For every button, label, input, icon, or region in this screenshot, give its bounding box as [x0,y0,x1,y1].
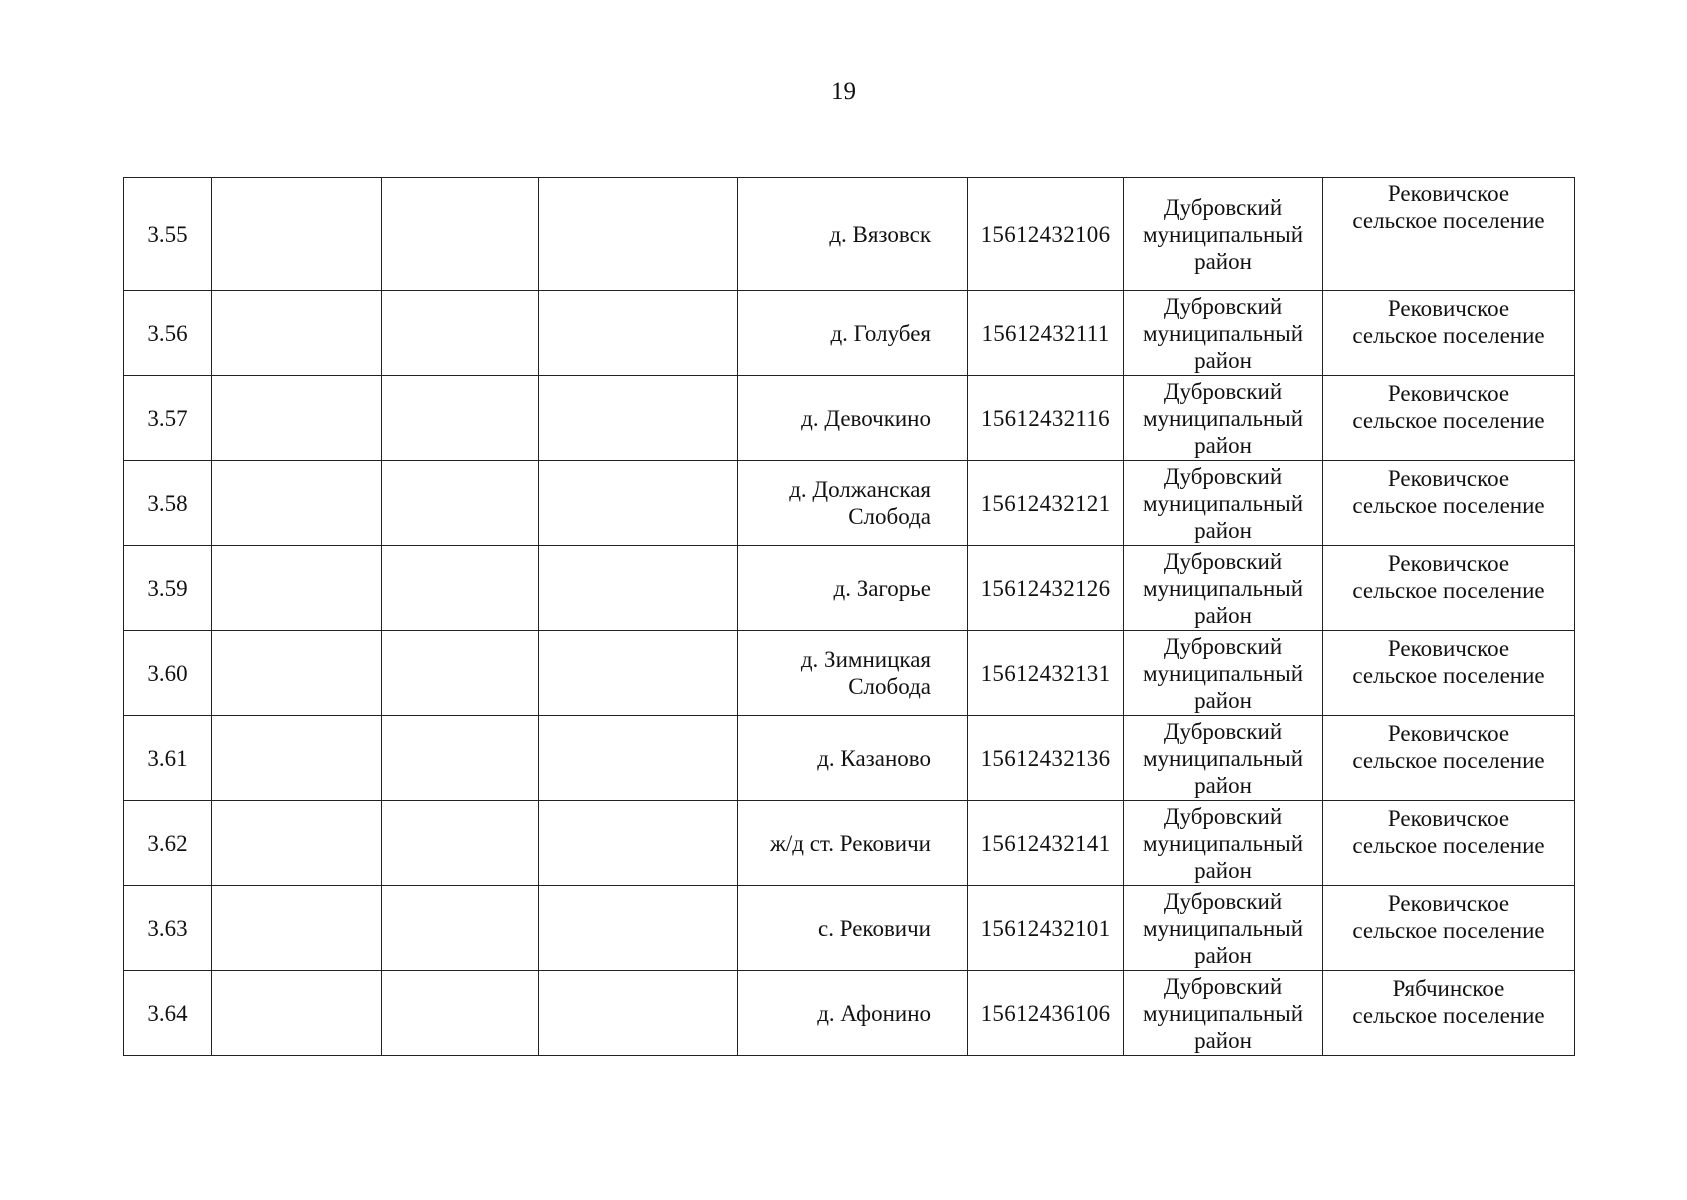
locality-name: ж/д ст. Рековичи [738,801,968,886]
rural-settlement [1323,801,1575,886]
row-number: 3.62 [124,801,212,886]
district-line: муниципальный [1142,575,1304,601]
page-number: 19 [831,78,856,105]
row-number: 3.55 [124,178,212,291]
rural-settlement [1323,291,1575,376]
row-number: 3.61 [124,716,212,801]
empty-cell [382,546,539,631]
settlement-line: сельское поселение [1352,578,1545,603]
settlement-line: Рековичское [1387,466,1510,491]
locality-name: д. Голубея [738,291,968,376]
rural-settlement [1323,178,1575,291]
empty-cell [382,291,539,376]
municipal-district [1124,291,1323,376]
district-line: район [1194,1027,1252,1053]
empty-cell [382,376,539,461]
empty-cell [212,461,382,546]
empty-cell [382,801,539,886]
district-line: район [1194,687,1252,713]
empty-cell [539,291,738,376]
okato-code: 15612432116 [968,376,1124,461]
empty-cell [539,631,738,716]
district-line: Дубровский [1163,378,1283,404]
okato-code: 15612432111 [968,291,1124,376]
municipal-district [1124,546,1323,631]
locality-name: д. Девочкино [738,376,968,461]
settlement-line: сельское поселение [1352,1003,1545,1028]
locality-name: д. Должанская Слобода [738,461,968,546]
empty-cell [382,178,539,291]
table-row [124,886,1575,971]
empty-cell [212,971,382,1056]
empty-cell [212,631,382,716]
okato-code: 15612432136 [968,716,1124,801]
settlement-line: Рековичское [1387,721,1510,746]
table-row [124,971,1575,1056]
rural-settlement [1323,461,1575,546]
okato-code: 15612432101 [968,886,1124,971]
district-line: Дубровский [1163,803,1283,829]
district-line: Дубровский [1163,888,1283,914]
empty-cell [212,546,382,631]
settlement-line: Рековичское [1387,181,1510,206]
row-number: 3.63 [124,886,212,971]
district-line: район [1194,772,1252,798]
locality-name: д. Вязовск [738,178,968,291]
district-line: муниципальный [1142,1000,1304,1026]
rural-settlement [1323,886,1575,971]
empty-cell [539,886,738,971]
settlement-line: Рековичское [1387,551,1510,576]
municipal-district [1124,178,1323,291]
district-line: Дубровский [1163,194,1283,220]
settlement-line: Рековичское [1387,381,1510,406]
district-line: муниципальный [1142,830,1304,856]
settlement-line: Рековичское [1387,806,1510,831]
empty-cell [382,886,539,971]
municipal-district [1124,631,1323,716]
empty-cell [212,716,382,801]
locality-name: д. Загорье [738,546,968,631]
empty-cell [382,461,539,546]
municipal-district [1124,886,1323,971]
row-number: 3.60 [124,631,212,716]
district-line: Дубровский [1163,718,1283,744]
empty-cell [539,376,738,461]
settlement-line: сельское поселение [1352,833,1545,858]
empty-cell [212,291,382,376]
settlement-line: Рековичское [1387,636,1510,661]
settlement-line: сельское поселение [1352,918,1545,943]
empty-cell [539,178,738,291]
district-line: Дубровский [1163,293,1283,319]
settlement-line: сельское поселение [1352,493,1545,518]
district-line: район [1194,857,1252,883]
district-line: муниципальный [1142,660,1304,686]
district-line: район [1194,517,1252,543]
municipal-district [1124,716,1323,801]
empty-cell [539,461,738,546]
municipal-district [1124,376,1323,461]
empty-cell [382,716,539,801]
okato-code: 15612432141 [968,801,1124,886]
locality-name: д. Афонино [738,971,968,1056]
settlement-line: сельское поселение [1352,663,1545,688]
empty-cell [212,376,382,461]
empty-cell [539,801,738,886]
empty-cell [212,801,382,886]
row-number: 3.59 [124,546,212,631]
rural-settlement [1323,376,1575,461]
rural-settlement [1323,971,1575,1056]
okato-code: 15612432131 [968,631,1124,716]
table-row [124,461,1575,546]
row-number: 3.57 [124,376,212,461]
empty-cell [382,971,539,1056]
municipal-district [1124,971,1323,1056]
empty-cell [539,971,738,1056]
settlement-line: сельское поселение [1352,323,1545,348]
row-number: 3.64 [124,971,212,1056]
district-line: район [1194,347,1252,373]
district-line: муниципальный [1142,915,1304,941]
locality-name: д. Казаново [738,716,968,801]
settlement-line: сельское поселение [1352,408,1545,433]
settlement-line: Рябчинское [1392,976,1505,1001]
table-row [124,376,1575,461]
district-line: муниципальный [1142,745,1304,771]
district-line: муниципальный [1142,490,1304,516]
row-number: 3.58 [124,461,212,546]
district-line: муниципальный [1142,405,1304,431]
rural-settlement [1323,716,1575,801]
district-line: район [1194,248,1252,274]
table-row [124,291,1575,376]
district-line: Дубровский [1163,463,1283,489]
okato-code: 15612432106 [968,178,1124,291]
empty-cell [539,546,738,631]
locality-name: д. Зимницкая Слобода [738,631,968,716]
empty-cell [382,631,539,716]
table-row [124,178,1575,291]
district-line: Дубровский [1163,973,1283,999]
rural-settlement [1323,546,1575,631]
okato-code: 15612432121 [968,461,1124,546]
district-line: Дубровский [1163,548,1283,574]
municipal-district [1124,801,1323,886]
okato-code: 15612436106 [968,971,1124,1056]
table-row [124,801,1575,886]
table-row [124,631,1575,716]
settlement-line: Рековичское [1387,891,1510,916]
table-row [124,546,1575,631]
empty-cell [212,178,382,291]
district-line: муниципальный [1142,221,1304,247]
settlement-line: Рековичское [1387,296,1510,321]
district-line: Дубровский [1163,633,1283,659]
empty-cell [212,886,382,971]
district-line: район [1194,602,1252,628]
empty-cell [539,716,738,801]
district-line: муниципальный [1142,320,1304,346]
district-line: район [1194,432,1252,458]
table-row [124,716,1575,801]
locality-name: с. Рековичи [738,886,968,971]
row-number: 3.56 [124,291,212,376]
settlement-line: сельское поселение [1352,748,1545,773]
rural-settlement [1323,631,1575,716]
settlements-table [123,177,1575,1056]
municipal-district [1124,461,1323,546]
settlement-line: сельское поселение [1352,208,1545,233]
district-line: район [1194,942,1252,968]
okato-code: 15612432126 [968,546,1124,631]
